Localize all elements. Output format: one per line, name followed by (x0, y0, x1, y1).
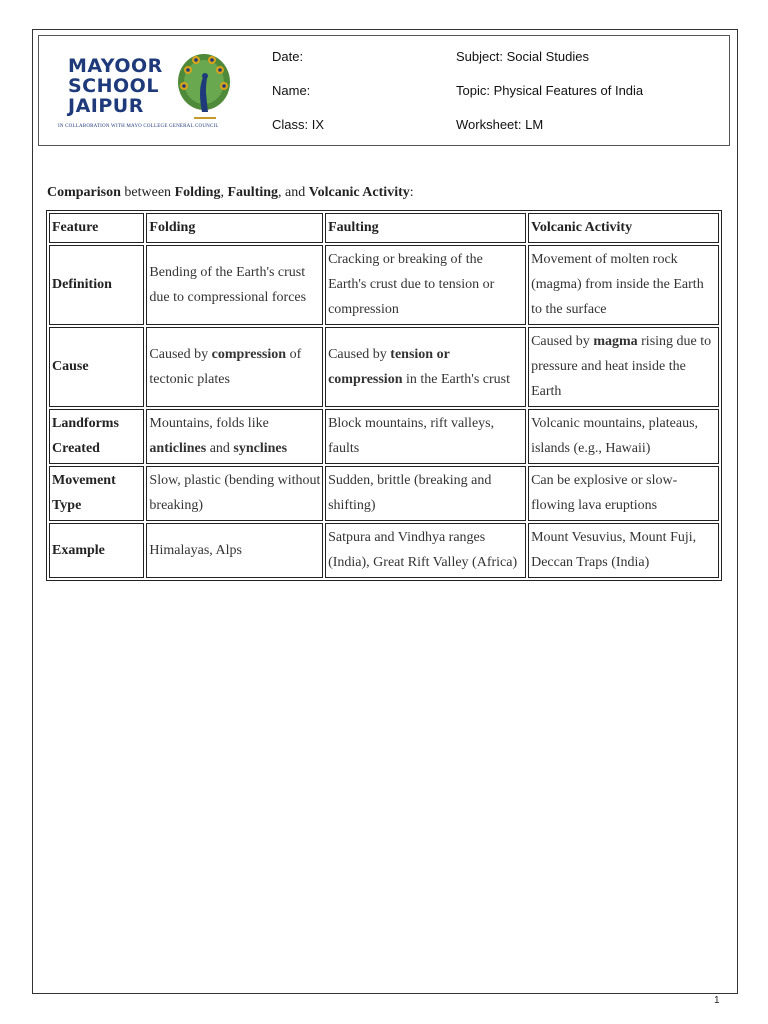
caption-text-4: : (409, 185, 414, 200)
cell-faulting: Sudden, brittle (breaking and shifting) (325, 466, 526, 521)
cell-volcanic: Can be explosive or slow-flowing lava eruptions (528, 466, 719, 521)
cell-text: Mountains, folds like (149, 416, 269, 431)
cell-faulting: Satpura and Vindhya ranges (India), Great Rift Valley (Africa) (325, 523, 526, 578)
cell-folding: Bending of the Earth's crust due to compressional forces (146, 245, 323, 325)
logo-line-3: JAIPUR (68, 95, 144, 117)
cell-folding: Himalayas, Alps (146, 523, 323, 578)
caption-text-2: , (220, 185, 228, 200)
cell-emphasis: compression (211, 346, 287, 362)
table-row-movement (49, 466, 719, 521)
table-row-landforms (49, 409, 719, 464)
school-logo (58, 48, 238, 138)
worksheet-field: Worksheet: LM (456, 117, 544, 132)
caption-text-1: between (120, 185, 175, 200)
cell-faulting (325, 327, 526, 407)
cell-folding (146, 327, 323, 407)
header-folding: Folding (146, 213, 323, 243)
table-row-cause (49, 327, 719, 407)
table-row-example (49, 523, 719, 578)
date-field: Date: (272, 49, 304, 64)
cell-folding: Slow, plastic (bending without breaking) (146, 466, 323, 521)
caption-folding: Folding (174, 185, 221, 200)
cell-folding (146, 409, 323, 464)
cell-text: and (206, 441, 234, 456)
topic-field: Topic: Physical Features of India (456, 83, 644, 98)
row-label: Cause (49, 327, 144, 407)
subject-field: Subject: Social Studies (456, 49, 589, 64)
cell-volcanic: Mount Vesuvius, Mount Fuji, Deccan Traps (India) (528, 523, 719, 578)
header-feature: Feature (49, 213, 144, 243)
class-field: Class: IX (272, 117, 325, 132)
cell-emphasis: anticlines (149, 441, 207, 456)
row-label: Movement Type (49, 466, 144, 521)
table-header-row (49, 213, 719, 243)
cell-emphasis: synclines (233, 441, 288, 456)
cell-text: Caused by (531, 334, 594, 349)
cell-text: of tectonic plates (149, 346, 302, 387)
logo-line-1: MAYOOR (68, 55, 163, 77)
header-faulting: Faulting (325, 213, 526, 243)
cell-volcanic (528, 327, 719, 407)
row-label: Example (49, 523, 144, 578)
cell-volcanic: Movement of molten rock (magma) from inside the Earth to the surface (528, 245, 719, 325)
table-caption (47, 185, 414, 201)
caption-volcanic: Volcanic Activity (308, 185, 410, 200)
name-field: Name: (272, 83, 311, 98)
caption-text-3: , and (278, 185, 309, 200)
page-number: 1 (714, 995, 720, 1006)
caption-faulting: Faulting (227, 185, 279, 200)
logo-line-2: SCHOOL (68, 75, 159, 97)
table-row-definition (49, 245, 719, 325)
cell-faulting: Block mountains, rift valleys, faults (325, 409, 526, 464)
cell-text: Caused by (149, 346, 212, 362)
cell-emphasis: tension or compression (328, 346, 450, 387)
comparison-table (46, 210, 722, 581)
cell-emphasis: magma (593, 334, 638, 349)
row-label: Landforms Created (49, 409, 144, 464)
cell-text: Caused by (328, 346, 391, 362)
row-label: Definition (49, 245, 144, 325)
logo-tagline: IN COLLABORATION WITH MAYO COLLEGE GENERAL COUNCIL (58, 124, 219, 129)
cell-volcanic: Volcanic mountains, plateaus, islands (e.g., Hawaii) (528, 409, 719, 464)
header-volcanic: Volcanic Activity (528, 213, 719, 243)
caption-comparison: Comparison (47, 185, 121, 200)
cell-text: rising due to pressure and heat inside the Earth (531, 334, 712, 399)
school-name (68, 56, 163, 116)
cell-faulting: Cracking or breaking of the Earth's crust due to tension or compression (325, 245, 526, 325)
peacock-emblem (176, 52, 232, 122)
cell-text: in the Earth's crust (402, 371, 510, 387)
